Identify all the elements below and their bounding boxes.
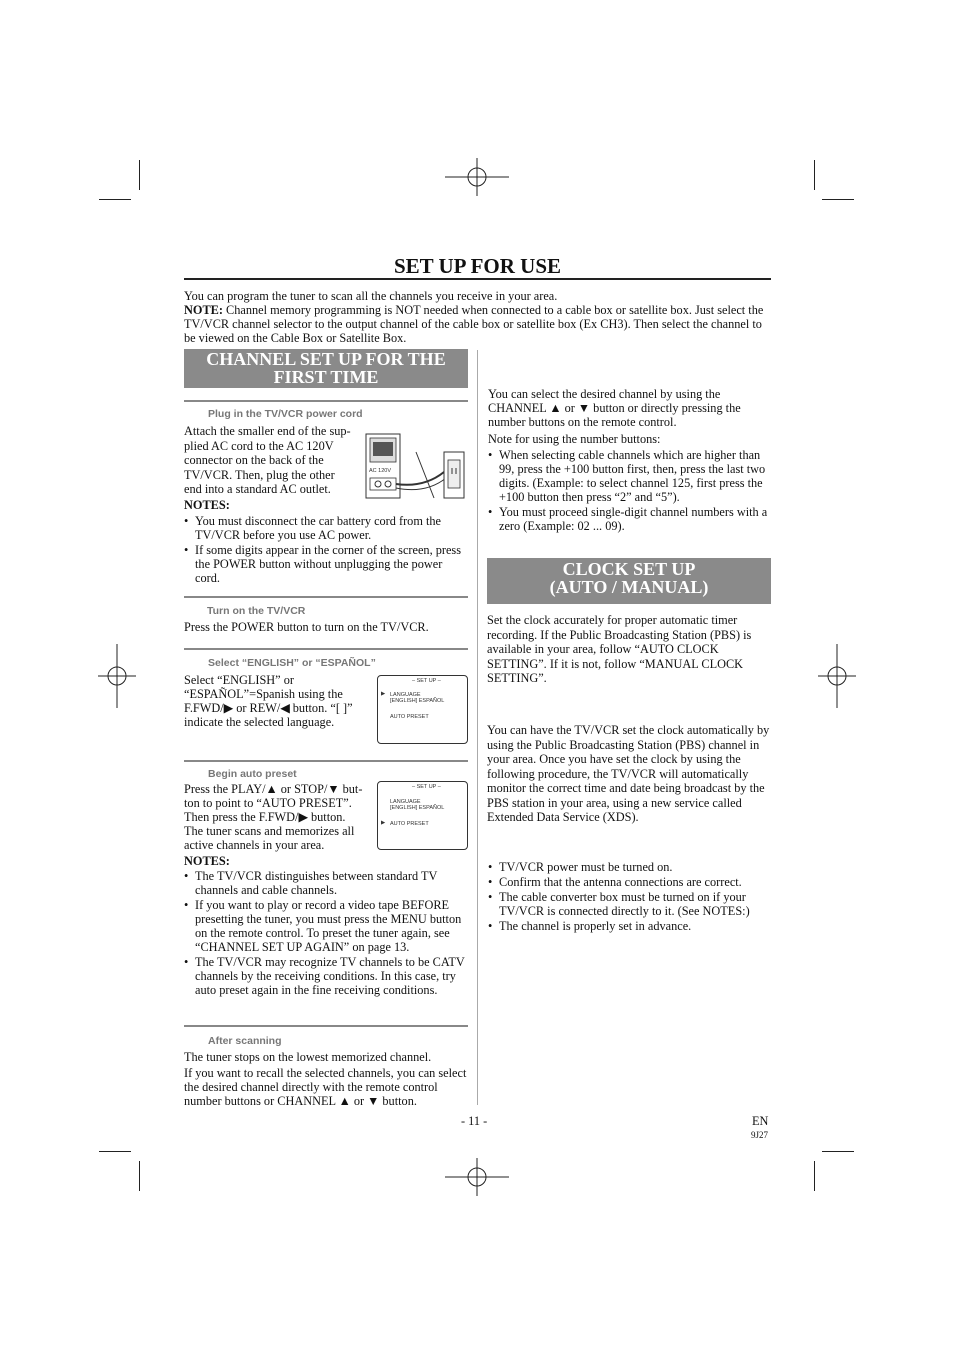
step-heading: Select “ENGLISH” or “ESPAÑOL” (208, 657, 376, 669)
osd-cursor: ▶ (381, 820, 386, 826)
list-item: • Confirm that the antenna connections are correct. (488, 875, 772, 889)
text-line: F.FWD/▶ or REW/◀ button. “[ ]” (184, 701, 353, 715)
osd-auto-preset: AUTO PRESET (390, 821, 429, 827)
text-line: connector on the back of the (184, 453, 324, 467)
crop-mark (822, 1151, 854, 1152)
note-item: • If you want to play or record a video tape BEFORE presetting the tuner, you must press the MENU button on the remote control. To preset the tuner again, see “CHANNEL SET UP AGAIN” on page 13. (184, 898, 468, 954)
section-banner-channel (184, 349, 468, 388)
intro-line: You can program the tuner to scan all the channels you receive in your area. (184, 289, 558, 303)
text-line: active channels in your area. (184, 838, 325, 852)
note-item: • The TV/VCR may recognize TV channels to be CATV channels by the receiving conditions. In this case, try auto preset again in the fine receiving conditions. (184, 955, 468, 997)
text-line: Select “ENGLISH” or (184, 673, 294, 687)
text-line: Attach the smaller end of the sup- (184, 424, 351, 438)
text-para: If you want to recall the selected channels, you can select the desired channel directly with the remote control number buttons or CHANNEL ▲ or ▼ button. (184, 1066, 467, 1108)
intro (184, 289, 771, 345)
step-text (184, 1050, 474, 1108)
registration-mark-icon (98, 644, 136, 708)
note-item: • When selecting cable channels which are higher than 99, press the +100 button first, then, press the last two digits. (Example: to select channel 125, first press the +100 button then press “2” and “5”). (488, 448, 771, 504)
channel-select-text (488, 387, 771, 534)
note-label: NOTE: (184, 303, 223, 317)
crop-mark (139, 1161, 140, 1191)
note-text: Channel memory programming is NOT needed when connected to a cable box or satellite box. Just select the TV/VCR channel selector to the output channel of the cable box or satellite box (Ex CH3). Then select the channel to be viewed on the Cable Box or Satellite Box. (184, 303, 764, 345)
registration-mark-icon (818, 644, 856, 708)
text-line: Then press the F.FWD/▶ button. (184, 810, 346, 824)
text-para: Note for using the number buttons: (488, 432, 661, 446)
step4-notes (184, 854, 468, 998)
crop-mark (99, 1151, 131, 1152)
step-text: Press the POWER button to turn on the TV/VCR. (184, 620, 429, 634)
note-item: • The TV/VCR distinguishes between standard TV channels and cable channels. (184, 869, 468, 897)
clock-intro: Set the clock accurately for proper automatic timer recording. If the Public Broadcasting Station (PBS) is available in your area, follow “AUTO CLOCK SETTING”. If it is not, follow “MANUAL CLOCK SETTING”. (487, 613, 752, 685)
step1-notes (184, 498, 468, 586)
list-item: • The channel is properly set in advance. (488, 919, 772, 933)
list-item: • The cable converter box must be turned on if your TV/VCR is connected directly to it. (See NOTES:) (488, 890, 772, 918)
section-banner-clock (487, 558, 771, 604)
text-line: Press the PLAY/▲ or STOP/▼ but- (184, 782, 363, 796)
crop-mark (822, 199, 854, 200)
crop-mark (139, 160, 140, 190)
note-item: • You must proceed single-digit channel numbers with a zero (Example: 02 ... 09). (488, 505, 771, 533)
ac-label: AC 120V (369, 468, 392, 474)
note-item: • If some digits appear in the corner of the screen, press the POWER button without unplugging the power cord. (184, 543, 468, 585)
text-line: TV/VCR. Then, plug the other (184, 467, 335, 482)
text-line: plied AC cord to the AC 120V (184, 438, 334, 453)
text-para: You can select the desired channel by using the CHANNEL ▲ or ▼ button or directly pressing the number buttons on the remote control. (488, 387, 741, 429)
text-line: The tuner scans and memorizes all (184, 824, 355, 838)
step-divider (184, 400, 468, 402)
step-divider (184, 760, 468, 762)
registration-mark-icon (445, 158, 509, 196)
column-divider (477, 350, 478, 1105)
step-text (184, 782, 376, 852)
intro-note (184, 303, 771, 345)
osd-options: [ENGLISH] ESPAÑOL (390, 805, 445, 811)
title-divider (184, 278, 771, 280)
osd-title: – SET UP – (412, 678, 441, 684)
text-line: “ESPAÑOL”=Spanish using the (184, 687, 343, 701)
osd-language: LANGUAGE (390, 692, 421, 698)
banner-line: CLOCK SET UP (562, 559, 696, 579)
page-number: - 11 - (461, 1114, 488, 1128)
text-line: indicate the selected language. (184, 715, 335, 729)
notes-label: NOTES: (184, 854, 230, 868)
step-heading: Begin auto preset (208, 768, 297, 780)
crop-mark (814, 1161, 815, 1191)
auto-clock-text: You can have the TV/VCR set the clock automatically by using the Public Broadcasting Station (PBS) channel in your area. Once you have set the clock by using the following procedure, the TV/VCR will automatically monitor the correct time and date being broadcast by the PBS station in your area, using a new service called Extended Data Service (XDS). (487, 723, 770, 824)
osd-auto-preset: AUTO PRESET (390, 714, 429, 720)
print-code: 9J27 (751, 1130, 769, 1140)
registration-mark-icon (445, 1158, 509, 1196)
page-title: SET UP FOR USE (393, 254, 562, 278)
osd-cursor: ▶ (381, 691, 386, 697)
step-text (184, 424, 364, 497)
osd-screen (377, 675, 468, 744)
text-line: ton to point to “AUTO PRESET”. (184, 796, 352, 810)
step-text (184, 673, 374, 729)
osd-language: LANGUAGE (390, 799, 421, 805)
note-item: • You must disconnect the car battery cord from the TV/VCR before you use AC power. (184, 514, 468, 542)
crop-mark (814, 160, 815, 190)
osd-options: [ENGLISH] ESPAÑOL (390, 698, 445, 704)
crop-mark (99, 199, 131, 200)
banner-line: CHANNEL SET UP FOR THE (206, 349, 446, 369)
osd-screen (377, 781, 468, 850)
banner-line: (AUTO / MANUAL) (549, 577, 709, 597)
step-heading: Turn on the TV/VCR (207, 605, 306, 617)
text-line: end into a standard AC outlet. (184, 482, 331, 496)
notes-label: NOTES: (184, 498, 230, 512)
osd-title: – SET UP – (412, 784, 441, 790)
step-divider (184, 648, 468, 650)
step-heading: After scanning (208, 1035, 282, 1047)
text-para: The tuner stops on the lowest memorized channel. (184, 1050, 432, 1064)
clock-requirements (488, 860, 772, 934)
banner-line: FIRST TIME (273, 367, 379, 387)
step-divider (184, 1025, 468, 1027)
language-code: EN (752, 1114, 769, 1128)
list-item: • TV/VCR power must be turned on. (488, 860, 772, 874)
step-heading: Plug in the TV/VCR power cord (208, 408, 363, 420)
step-divider (184, 596, 468, 598)
